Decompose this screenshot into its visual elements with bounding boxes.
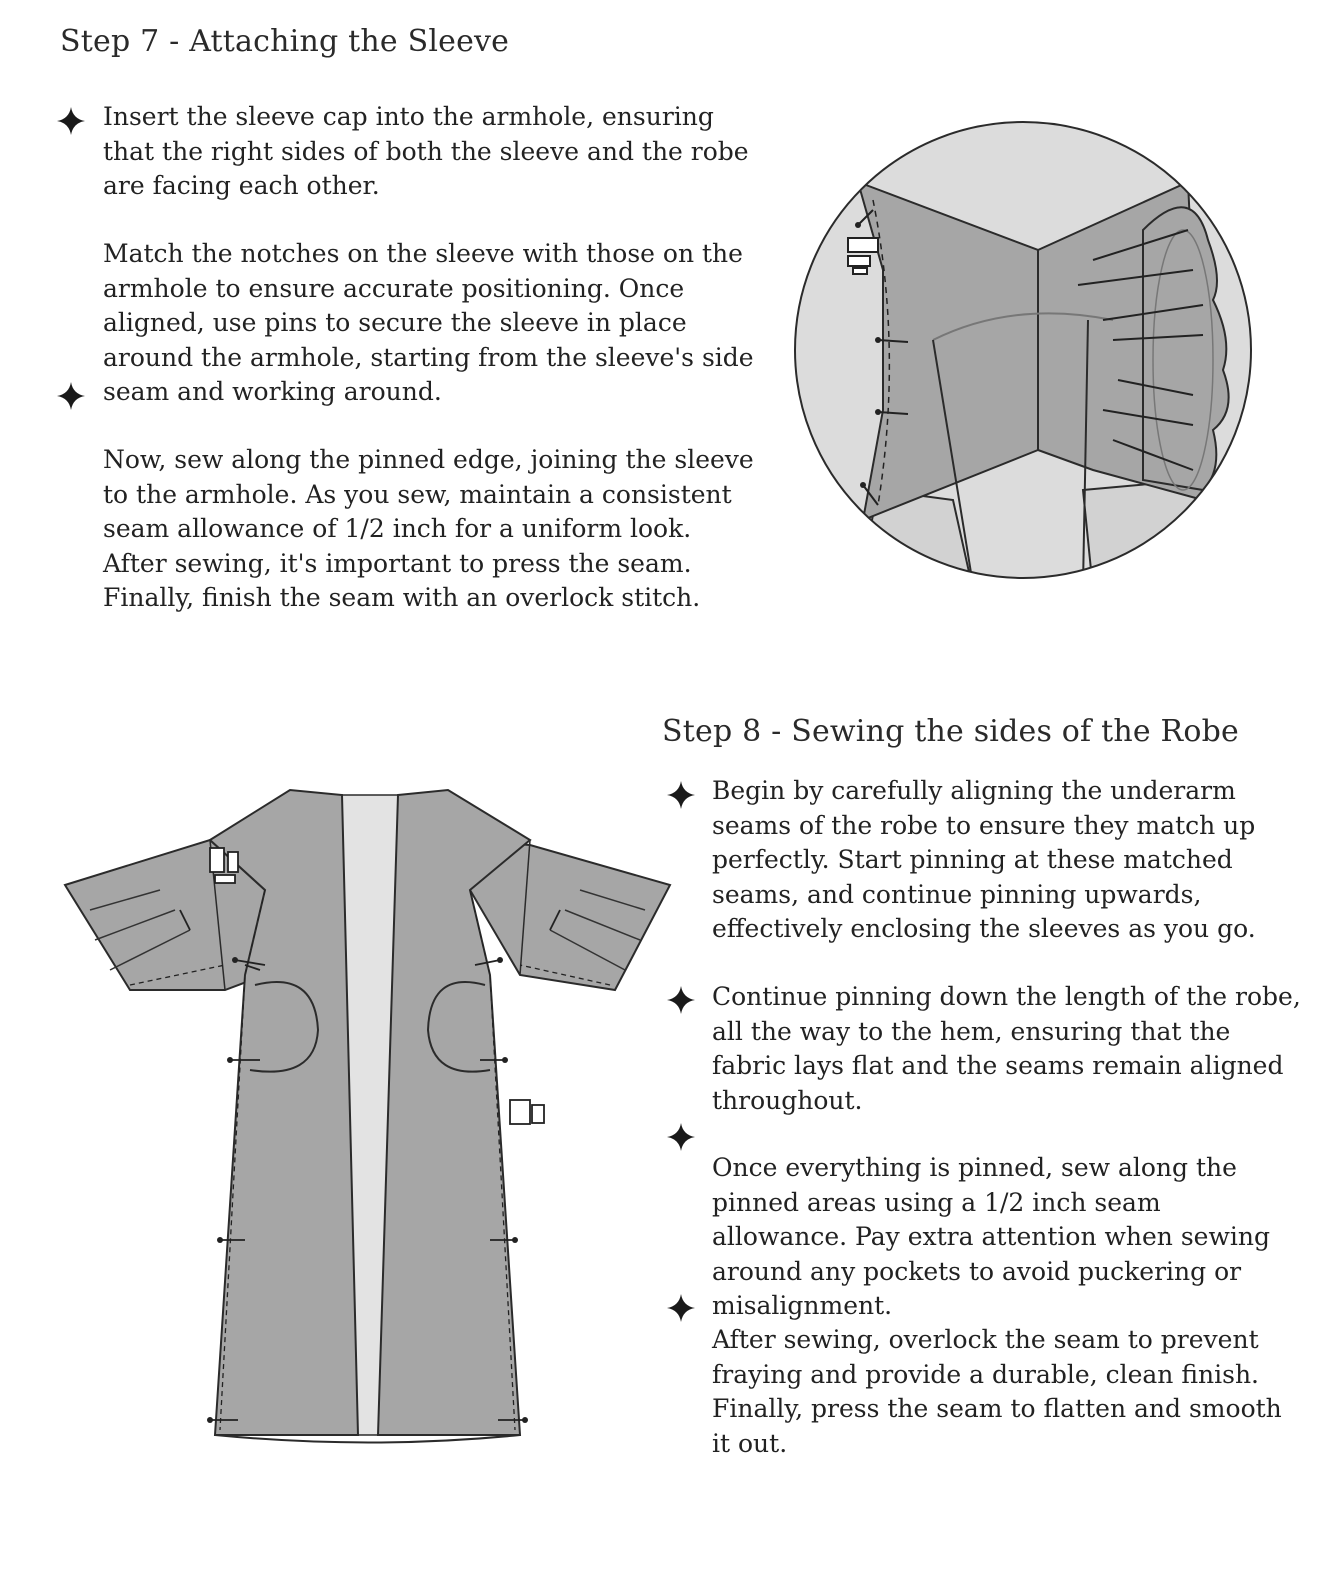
step7-paragraph: Now, sew along the pinned edge, joining the sleeve to the armhole. As you sew, maintain a consistent seam allowance of 1/2 inch for a uniform look. After sewing, it's important to press the seam. Finally, finish the seam with an overlock stitch. — [103, 445, 754, 612]
step8-paragraph: Continue pinning down the length of the robe, all the way to the hem, ensuring that the fabric lays flat and the seams remain aligned throughout. — [712, 982, 1301, 1115]
step7-heading: Step 7 - Attaching the Sleeve — [60, 24, 510, 59]
four-point-star-icon — [56, 381, 86, 411]
step7-paragraph: Insert the sleeve cap into the armhole, ensuring that the right sides of both the sleeve and the robe are facing each other. — [103, 102, 749, 200]
step8-heading: Step 8 - Sewing the sides of the Robe — [662, 714, 1239, 749]
robe-sewing-illustration — [60, 780, 680, 1450]
step8-paragraph: After sewing, overlock the seam to prevent fraying and provide a durable, clean finish. Finally, press the seam to flatten and smooth it out. — [712, 1325, 1282, 1458]
four-point-star-icon — [56, 106, 86, 136]
step7-paragraph: Match the notches on the sleeve with those on the armhole to ensure accurate positioning. Once aligned, use pins to secure the sleeve in place around the armhole, starting from the sleeve's side seam and working around. — [103, 239, 754, 406]
sleeve-attachment-illustration — [783, 110, 1263, 590]
step8-paragraph: Begin by carefully aligning the underarm seams of the robe to ensure they match up perfectly. Start pinning at these matched seams, and continue pinning upwards, effectively enclosing the sleeves as you go. — [712, 776, 1256, 943]
step8-paragraph: Once everything is pinned, sew along the pinned areas using a 1/2 inch seam allowance. Pay extra attention when sewing around any pockets to avoid puckering or misalignment. — [712, 1153, 1270, 1320]
